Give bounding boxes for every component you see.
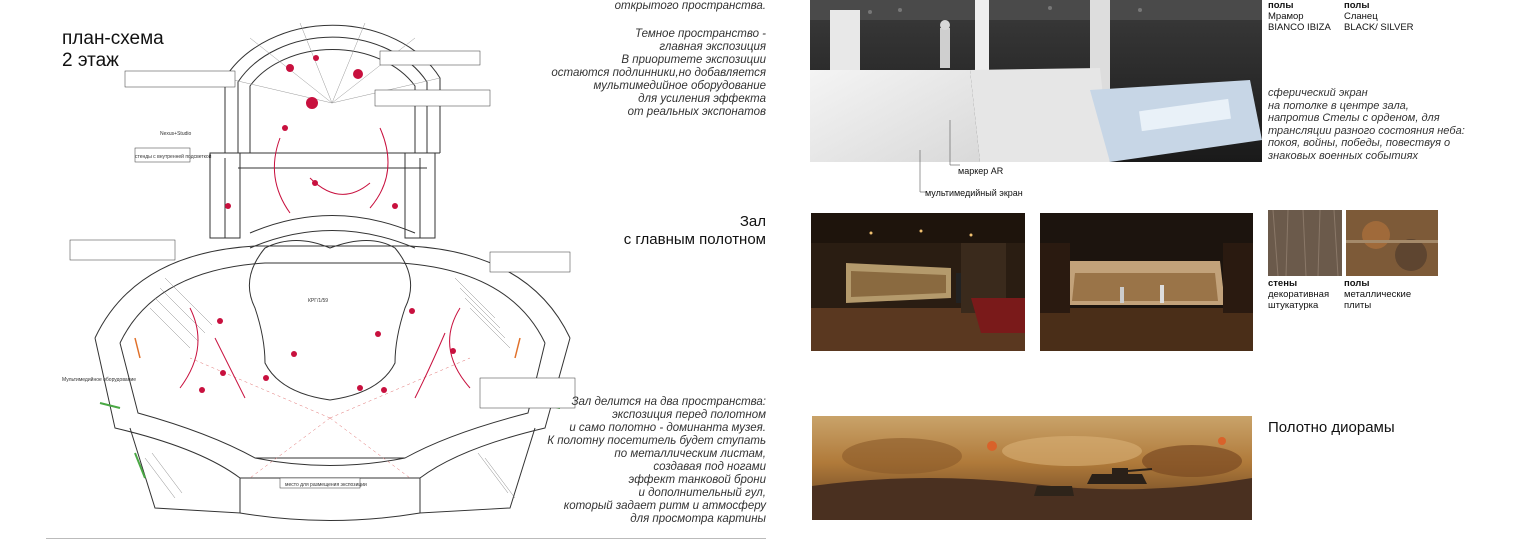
floor-plan [40, 8, 580, 533]
plan-title: план-схема 2 этаж [62, 28, 164, 71]
material-plaster: стены декоративная штукатурка [1268, 278, 1330, 311]
note-dark-space: Темное пространство - главная экспозиция В приоритете экспозиции остаются подлинники,но добавляется мультимедийное оборудование для усиления эффекта от реальных экспонатов [551, 28, 766, 118]
material-metal-plates: полы металлические плиты [1344, 278, 1412, 311]
plan-center-label: КРГ/1/59 [308, 298, 329, 304]
plan-brand-label: Nexus+Studio [160, 131, 192, 137]
plan-stands-label: стенды с внутренней подсветкой [135, 154, 212, 160]
caption-ar-marker: маркер AR [958, 166, 1004, 176]
bottom-rule [46, 538, 766, 539]
diorama-title: Полотно диорамы [1268, 419, 1395, 436]
material-marble: полы Мрамор BIANCO IBIZA [1268, 0, 1331, 33]
material-slate: полы Сланец BLACK/ SILVER [1344, 0, 1414, 33]
caption-multimedia-screen: мультимедийный экран [925, 188, 1023, 198]
render-hall-1 [811, 213, 1025, 351]
diorama-panorama [812, 416, 1252, 520]
hall-title: Зал с главным полотном [623, 213, 766, 248]
note-top-cut: открытого пространства. [614, 0, 766, 12]
render-marble-hall [810, 0, 1262, 162]
swatch-plaster [1268, 210, 1342, 276]
plan-multimedia-label: Мультимедийное оборудование [62, 377, 137, 383]
note-divided: Зал делится на два пространства: экспозиция перед полотном и само полотно - доминанта музея. К полотну посетитель будет ступать по металлическим листам, создавая под ногами эффект танковой брони и дополнительный гул, который задает ритм и атмосферу для просмотра картины [547, 396, 766, 525]
plan-place-label: место для размещения экспозиции [285, 482, 367, 488]
swatch-metal [1346, 210, 1438, 276]
render-hall-2 [1040, 213, 1253, 351]
sphere-note: сферический экран на потолке в центре зала, напротив Стелы с орденом, для трансляции разного состояния неба: покоя, войны, победы, повествуя о знаковых военных событиях [1268, 87, 1465, 162]
